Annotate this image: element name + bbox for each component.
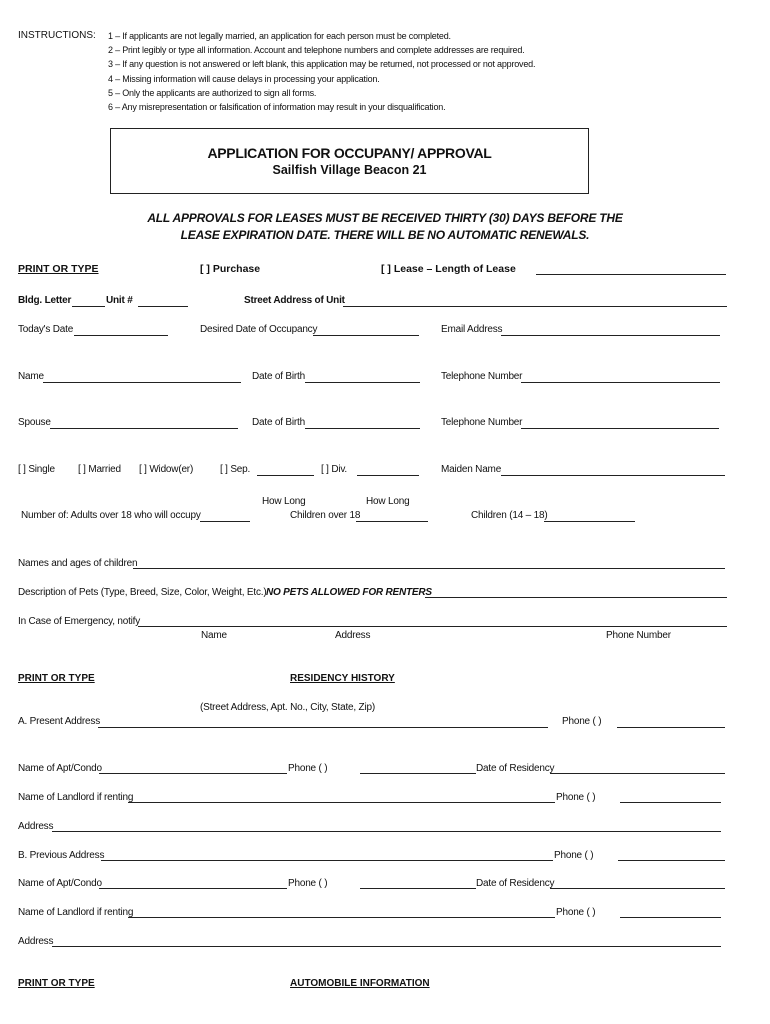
apt-phone-field[interactable] — [360, 888, 476, 889]
how-long-label: How Long — [262, 496, 306, 507]
purchase-checkbox[interactable]: [ ] Purchase — [200, 263, 261, 275]
landlord-address-label: Address — [18, 936, 54, 947]
landlord-phone-field[interactable] — [620, 802, 721, 803]
todays-date-label: Today's Date — [18, 324, 74, 335]
unit-label: Unit # — [106, 295, 133, 306]
previous-address-field[interactable] — [101, 860, 553, 861]
unit-field[interactable] — [138, 306, 188, 307]
landlord-field[interactable] — [128, 802, 555, 803]
landlord-label: Name of Landlord if renting — [18, 907, 134, 918]
present-phone-field[interactable] — [617, 727, 725, 728]
residency-history-heading: RESIDENCY HISTORY — [290, 673, 395, 684]
children-over-18-field[interactable] — [356, 521, 428, 522]
children-14-18-label: Children (14 – 18) — [471, 510, 548, 521]
apt-phone-label: Phone ( ) — [288, 763, 328, 774]
landlord-phone-field[interactable] — [620, 917, 721, 918]
adults-over-18-field[interactable] — [200, 521, 250, 522]
present-phone-label: Phone ( ) — [562, 716, 602, 727]
landlord-address-label: Address — [18, 821, 54, 832]
landlord-phone-label: Phone ( ) — [556, 907, 596, 918]
maiden-name-label: Maiden Name — [441, 464, 502, 475]
date-of-residency-field[interactable] — [550, 773, 725, 774]
emergency-phone-caption: Phone Number — [606, 630, 671, 641]
desired-date-field[interactable] — [313, 335, 419, 336]
previous-phone-label: Phone ( ) — [554, 850, 594, 861]
instruction-item: 3 – If any question is not answered or left blank, this application may be returned, not processed or not approved. — [108, 59, 536, 70]
apt-condo-label: Name of Apt/Condo — [18, 763, 102, 774]
previous-address-label: B. Previous Address — [18, 850, 105, 861]
print-or-type-heading: PRINT OR TYPE — [18, 673, 95, 684]
lease-length-field[interactable] — [536, 274, 726, 275]
apt-condo-field[interactable] — [99, 888, 287, 889]
dob-label: Date of Birth — [252, 371, 305, 382]
spouse-dob-label: Date of Birth — [252, 417, 305, 428]
how-long-label: How Long — [366, 496, 410, 507]
email-field[interactable] — [501, 335, 720, 336]
emergency-address-caption: Address — [335, 630, 371, 641]
pets-description-label: Description of Pets (Type, Breed, Size, Color, Weight, Etc.) — [18, 587, 267, 598]
print-or-type-heading: PRINT OR TYPE — [18, 978, 95, 989]
dob-field[interactable] — [305, 382, 420, 383]
spouse-phone-field[interactable] — [521, 428, 719, 429]
date-of-residency-field[interactable] — [550, 888, 725, 889]
form-title: APPLICATION FOR OCCUPANY/ APPROVAL — [207, 145, 492, 161]
pets-description-field[interactable] — [425, 597, 727, 598]
landlord-field[interactable] — [128, 917, 555, 918]
apt-phone-label: Phone ( ) — [288, 878, 328, 889]
instruction-item: 4 – Missing information will cause delays in processing your application. — [108, 73, 380, 84]
emergency-contact-label: In Case of Emergency, notify — [18, 616, 141, 627]
lease-checkbox[interactable]: [ ] Lease – Length of Lease — [381, 263, 516, 275]
emergency-contact-field[interactable] — [138, 626, 727, 627]
landlord-address-field[interactable] — [52, 946, 721, 947]
instructions-label: INSTRUCTIONS: — [18, 30, 96, 41]
separated-field[interactable] — [257, 475, 314, 476]
phone-field[interactable] — [521, 382, 720, 383]
married-checkbox[interactable]: [ ] Married — [78, 464, 121, 475]
divorced-checkbox[interactable]: [ ] Div. — [321, 464, 347, 475]
widow-checkbox[interactable]: [ ] Widow(er) — [139, 464, 194, 475]
no-pets-notice: NO PETS ALLOWED FOR RENTERS — [266, 587, 432, 598]
lease-notice-line: ALL APPROVALS FOR LEASES MUST BE RECEIVED THIRTY (30) DAYS BEFORE THE — [147, 211, 623, 225]
instruction-item: 6 – Any misrepresentation or falsification of information may result in your disqualification. — [108, 102, 446, 113]
single-checkbox[interactable]: [ ] Single — [18, 464, 55, 475]
apt-phone-field[interactable] — [360, 773, 476, 774]
date-of-residency-label: Date of Residency — [476, 763, 555, 774]
separated-checkbox[interactable]: [ ] Sep. — [220, 464, 251, 475]
automobile-information-heading: AUTOMOBILE INFORMATION — [290, 978, 430, 989]
bldg-letter-label: Bldg. Letter — [18, 295, 72, 306]
present-address-label: A. Present Address — [18, 716, 101, 727]
landlord-label: Name of Landlord if renting — [18, 792, 134, 803]
instructions-list — [108, 29, 535, 114]
phone-label: Telephone Number — [441, 371, 523, 382]
name-label: Name — [18, 371, 44, 382]
street-address-field[interactable] — [343, 306, 727, 307]
spouse-dob-field[interactable] — [305, 428, 420, 429]
present-address-field[interactable] — [98, 727, 548, 728]
address-format-hint: (Street Address, Apt. No., City, State, Zip) — [200, 702, 375, 713]
name-field[interactable] — [43, 382, 241, 383]
instruction-item: 1 – If applicants are not legally married, an application for each person must be completed. — [108, 31, 451, 41]
desired-date-label: Desired Date of Occupancy — [200, 324, 318, 335]
children-names-field[interactable] — [133, 568, 725, 569]
spouse-field[interactable] — [50, 428, 238, 429]
divorced-field[interactable] — [357, 475, 419, 476]
adults-over-18-label: Number of: Adults over 18 who will occupy — [21, 510, 201, 521]
spouse-phone-label: Telephone Number — [441, 417, 523, 428]
landlord-address-field[interactable] — [52, 831, 721, 832]
todays-date-field[interactable] — [74, 335, 168, 336]
email-label: Email Address — [441, 324, 503, 335]
apt-condo-label: Name of Apt/Condo — [18, 878, 102, 889]
maiden-name-field[interactable] — [501, 475, 725, 476]
lease-notice-line: LEASE EXPIRATION DATE. THERE WILL BE NO AUTOMATIC RENEWALS. — [180, 228, 590, 242]
form-subtitle: Sailfish Village Beacon 21 — [272, 163, 427, 177]
spouse-label: Spouse — [18, 417, 51, 428]
date-of-residency-label: Date of Residency — [476, 878, 555, 889]
landlord-phone-label: Phone ( ) — [556, 792, 596, 803]
children-names-label: Names and ages of children — [18, 558, 138, 569]
previous-phone-field[interactable] — [618, 860, 725, 861]
instruction-item: 2 – Print legibly or type all information. Account and telephone numbers and complete addresses are required. — [108, 45, 525, 56]
children-14-18-field[interactable] — [544, 521, 635, 522]
print-or-type-heading: PRINT OR TYPE — [18, 263, 99, 275]
lease-notice — [0, 210, 770, 244]
bldg-letter-field[interactable] — [72, 306, 105, 307]
instruction-item: 5 – Only the applicants are authorized to sign all forms. — [108, 87, 317, 98]
children-over-18-label: Children over 18 — [290, 510, 361, 521]
emergency-name-caption: Name — [201, 630, 227, 641]
form-title-box — [110, 128, 589, 194]
street-address-label: Street Address of Unit — [244, 295, 345, 306]
apt-condo-field[interactable] — [99, 773, 287, 774]
